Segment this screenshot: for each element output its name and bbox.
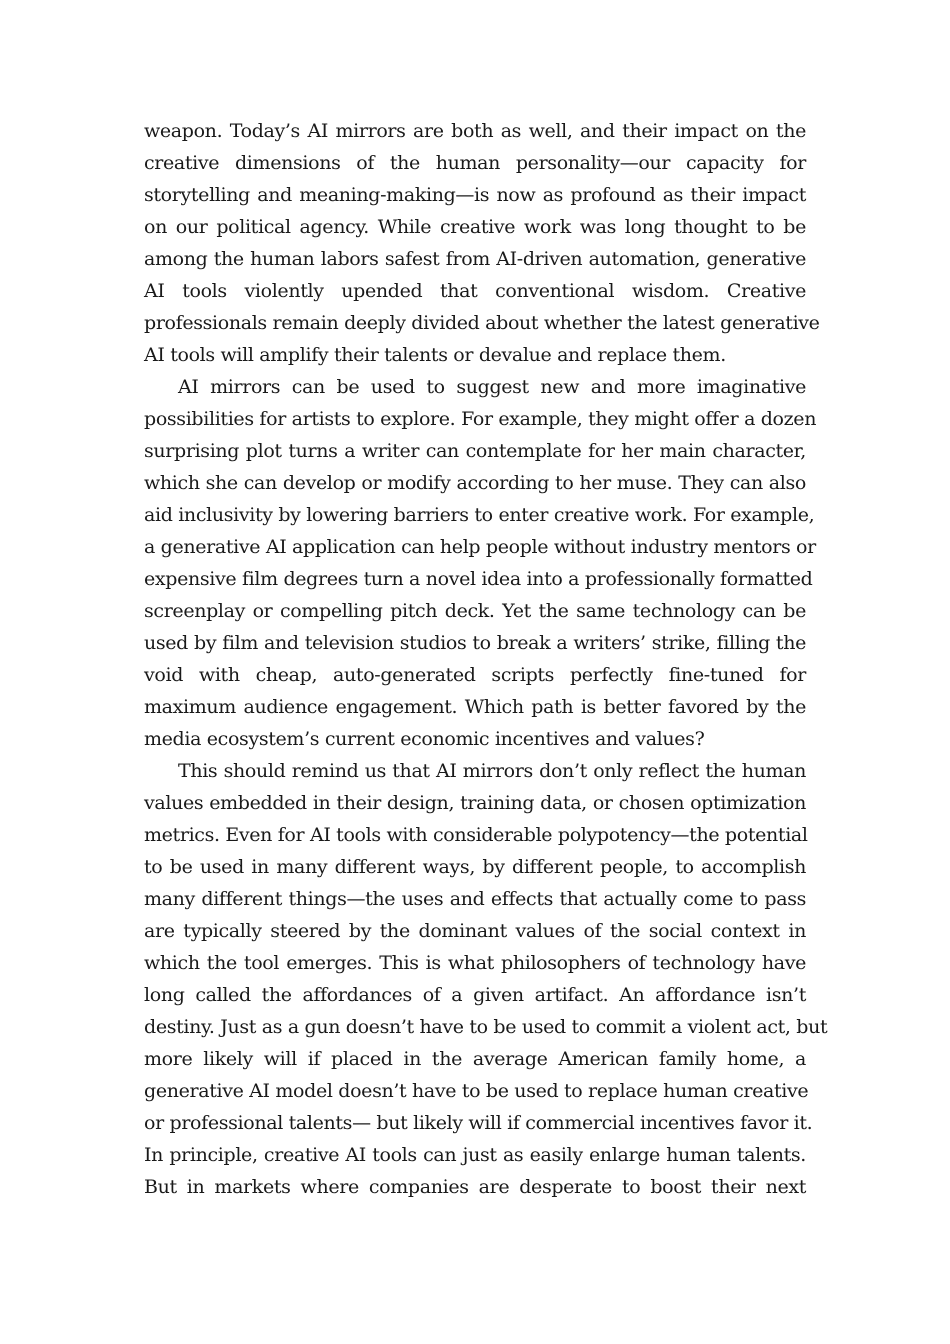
text-line: media ecosystem’s current economic incentives and values?: [144, 728, 705, 750]
text-line: values embedded in their design, training data, or chosen optimization: [144, 792, 806, 814]
text-line: maximum audience engagement. Which path is better favored by the: [144, 696, 806, 718]
text-line: metrics. Even for AI tools with considerable polypotency—the potential: [144, 824, 808, 846]
text-line: AI tools will amplify their talents or devalue and replace them.: [144, 344, 726, 366]
text-line: weapon. Today’s AI mirrors are both as well, and their impact on the: [144, 120, 806, 142]
text-line: aid inclusivity by lowering barriers to enter creative work. For example,: [144, 504, 815, 526]
text-line: This should remind us that AI mirrors don’t only reflect the human: [178, 760, 806, 782]
text-line: In principle, creative AI tools can just as easily enlarge human talents.: [144, 1144, 806, 1166]
text-line: creative dimensions of the human personality—our capacity for: [144, 152, 806, 174]
text-line: surprising plot turns a writer can contemplate for her main character,: [144, 440, 806, 462]
text-line: long called the affordances of a given artifact. An affordance isn’t: [144, 984, 806, 1006]
paragraph-2: [144, 371, 817, 755]
text-line: used by film and television studios to break a writers’ strike, filling the: [144, 632, 806, 654]
text-line: or professional talents— but likely will if commercial incentives favor it.: [144, 1112, 813, 1134]
paragraph-3: [144, 755, 828, 1203]
text-line: destiny. Just as a gun doesn’t have to be used to commit a violent act, but: [144, 1016, 828, 1038]
text-line: expensive film degrees turn a novel idea into a professionally formatted: [144, 568, 813, 590]
text-line: on our political agency. While creative work was long thought to be: [144, 216, 806, 238]
text-line: are typically steered by the dominant values of the social context in: [144, 920, 806, 942]
text-line: void with cheap, auto-generated scripts perfectly fine-tuned for: [144, 664, 806, 686]
text-line: possibilities for artists to explore. For example, they might offer a dozen: [144, 408, 817, 430]
text-line: generative AI model doesn’t have to be used to replace human creative: [144, 1080, 809, 1102]
text-line: screenplay or compelling pitch deck. Yet the same technology can be: [144, 600, 806, 622]
text-line: AI mirrors can be used to suggest new and more imaginative: [178, 376, 806, 398]
text-line: But in markets where companies are desperate to boost their next: [144, 1176, 806, 1198]
document-page: [144, 115, 828, 1203]
text-line: among the human labors safest from AI-driven automation, generative: [144, 248, 806, 270]
text-line: AI tools violently upended that conventional wisdom. Creative: [144, 280, 806, 302]
text-line: which the tool emerges. This is what philosophers of technology have: [144, 952, 806, 974]
text-line: many different things—the uses and effects that actually come to pass: [144, 888, 806, 910]
text-line: to be used in many different ways, by different people, to accomplish: [144, 856, 806, 878]
text-line: more likely will if placed in the average American family home, a: [144, 1048, 806, 1070]
text-line: which she can develop or modify according to her muse. They can also: [144, 472, 806, 494]
text-line: a generative AI application can help people without industry mentors or: [144, 536, 816, 558]
text-line: storytelling and meaning-making—is now as profound as their impact: [144, 184, 806, 206]
paragraph-1: [144, 115, 820, 371]
text-line: professionals remain deeply divided about whether the latest generative: [144, 312, 820, 334]
